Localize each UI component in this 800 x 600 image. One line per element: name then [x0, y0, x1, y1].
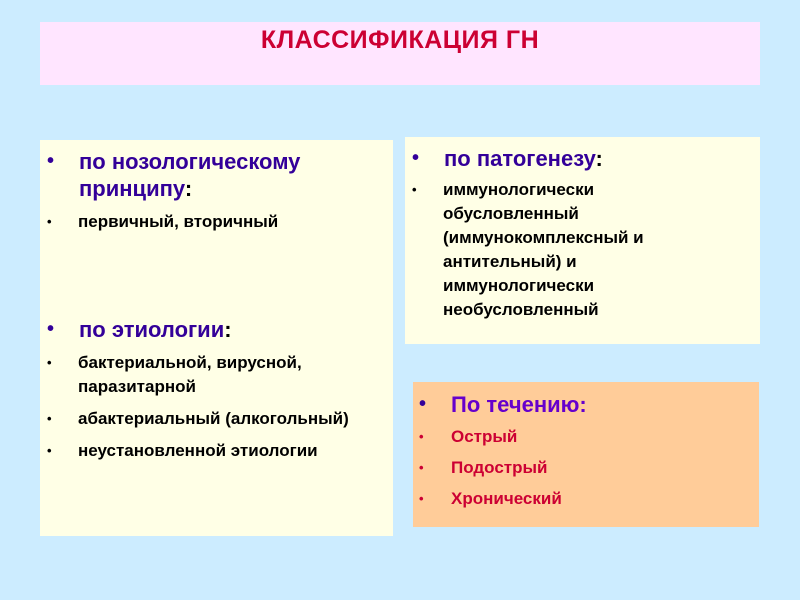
- nosology-etiology-panel: [40, 140, 393, 536]
- course-panel: [413, 382, 759, 527]
- list-item: [405, 178, 760, 322]
- pathogenesis-colon: :: [595, 146, 603, 171]
- course-item-acute: Острый: [451, 427, 518, 446]
- nosology-list: [40, 148, 393, 234]
- list-item: [40, 407, 393, 431]
- course-heading-item: [413, 391, 759, 418]
- pathogenesis-item-1: иммунологически обусловленный (иммунокомплексный и антительный) и иммунологически необусловленный: [443, 180, 644, 319]
- list-item: [40, 210, 393, 234]
- pathogenesis-list: [405, 145, 760, 322]
- etiology-heading: по этиологии: [79, 317, 225, 342]
- bullet-icon: •: [419, 429, 424, 444]
- etiology-list: [40, 316, 393, 463]
- pathogenesis-panel: [405, 137, 760, 344]
- bullet-icon: •: [412, 147, 420, 169]
- nosology-heading: по нозологическому принципу: [79, 149, 301, 201]
- bullet-icon: •: [412, 182, 417, 197]
- etiology-item-1: бактериальной, вирусной, паразитарной: [78, 353, 302, 396]
- bullet-icon: •: [47, 318, 55, 340]
- bullet-icon: •: [419, 460, 424, 475]
- course-item-subacute: Подострый: [451, 458, 548, 477]
- bullet-icon: •: [47, 443, 52, 458]
- bullet-icon: •: [419, 393, 427, 415]
- list-item: [40, 439, 393, 463]
- course-heading: По течению:: [451, 392, 587, 417]
- etiology-colon: :: [224, 317, 232, 342]
- nosology-item-1: первичный, вторичный: [78, 212, 279, 231]
- bullet-icon: •: [47, 411, 52, 426]
- course-item-chronic: Хронический: [451, 489, 562, 508]
- etiology-item-3: неустановленной этиологии: [78, 441, 318, 460]
- title-band: [40, 22, 760, 85]
- list-item: [413, 487, 759, 511]
- bullet-icon: •: [47, 214, 52, 229]
- list-item: [40, 351, 393, 399]
- nosology-colon: :: [184, 176, 193, 201]
- pathogenesis-heading: по патогенезу: [444, 146, 596, 171]
- bullet-icon: •: [47, 150, 55, 172]
- nosology-heading-item: [40, 148, 393, 202]
- pathogenesis-heading-item: [405, 145, 760, 172]
- bullet-icon: •: [419, 491, 424, 506]
- list-item: [413, 456, 759, 480]
- list-item: [413, 425, 759, 449]
- slide-title: КЛАССИФИКАЦИЯ ГН: [260, 26, 540, 54]
- etiology-heading-item: [40, 316, 393, 343]
- course-list: [413, 391, 759, 511]
- etiology-item-2: абактериальный (алкогольный): [78, 409, 349, 428]
- bullet-icon: •: [47, 355, 52, 370]
